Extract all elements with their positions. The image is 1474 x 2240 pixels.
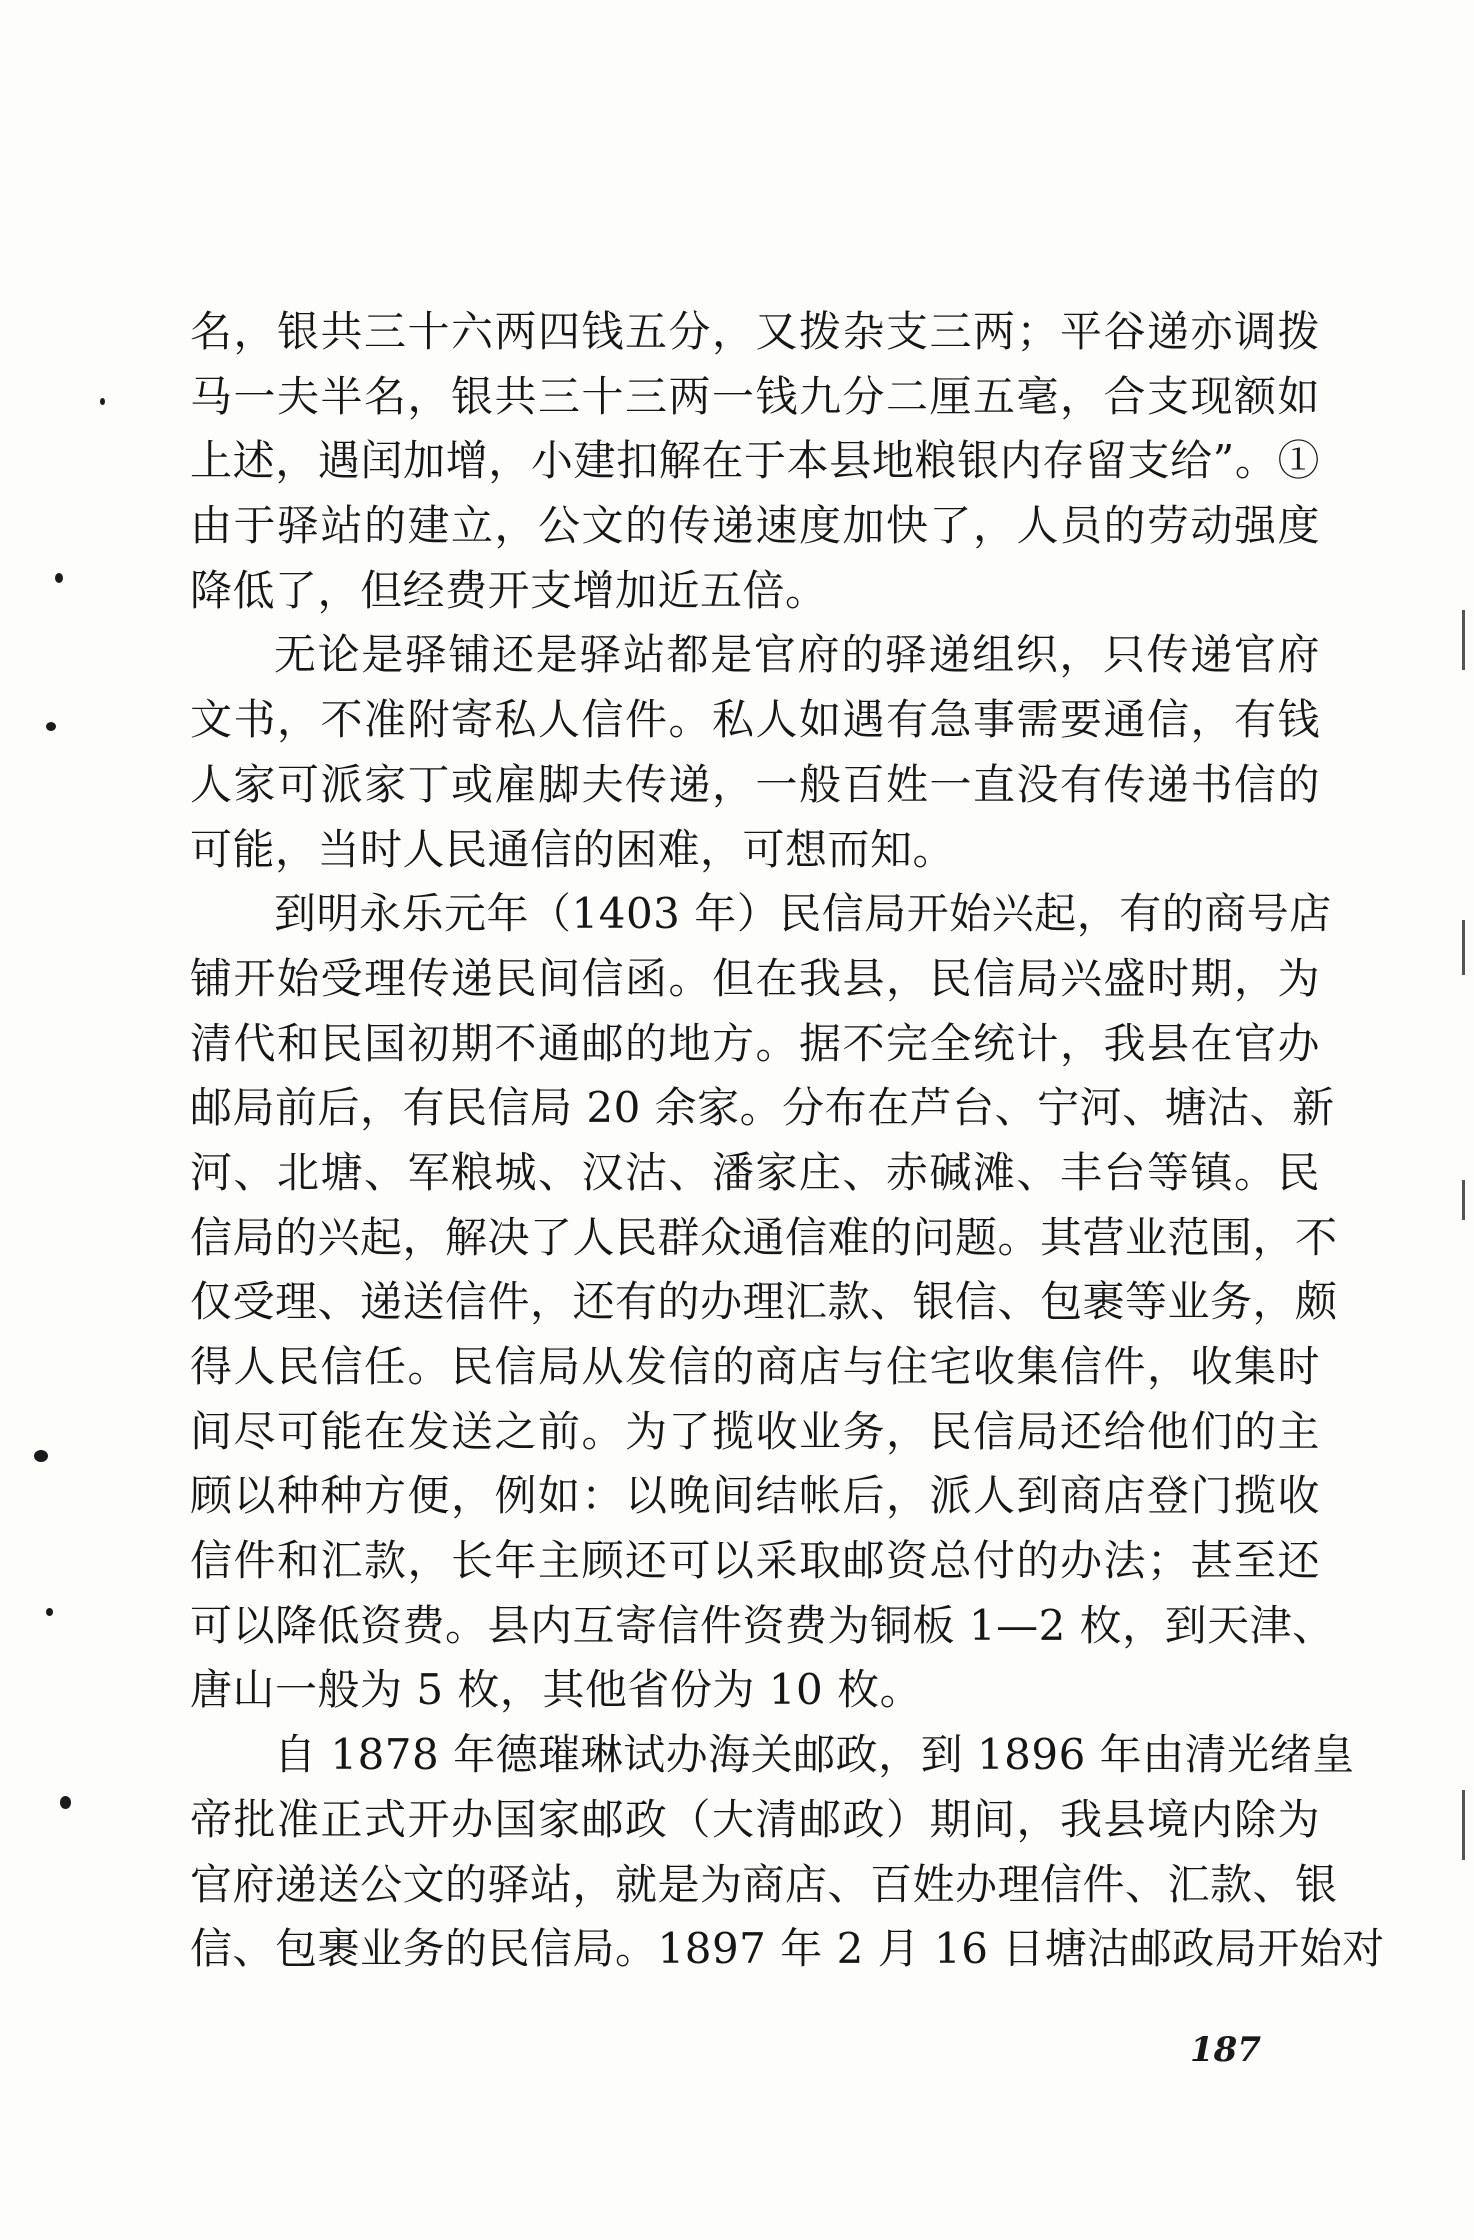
text-line: 仅受理、递送信件，还有的办理汇款、银信、包裹等业务，颇 — [190, 1277, 1338, 1327]
text-line: 唐山一般为 5 枚，其他省份为 10 枚。 — [190, 1665, 923, 1715]
text-line: 铺开始受理传递民间信函。但在我县，民信局兴盛时期，为 — [190, 953, 1320, 1003]
scan-speck — [100, 398, 105, 405]
text-line: 官府递送公文的驿站，就是为商店、百姓办理信件、汇款、银 — [190, 1859, 1338, 1909]
text-line: 人家可派家丁或雇脚夫传递，一般百姓一直没有传递书信的 — [190, 759, 1320, 809]
body-text — [190, 300, 1385, 1982]
scan-speck — [60, 1796, 71, 1809]
text-line: 清代和民国初期不通邮的地方。据不完全统计，我县在官办 — [190, 1018, 1320, 1068]
text-line: 信件和汇款，长年主顾还可以采取邮资总付的办法；甚至还 — [190, 1536, 1320, 1586]
text-line: 可以降低资费。县内互寄信件资费为铜板 1—2 枚，到天津、 — [190, 1600, 1335, 1650]
text-line: 由于驿站的建立，公文的传递速度加快了，人员的劳动强度 — [190, 501, 1320, 551]
scan-edge-mark — [1462, 610, 1465, 670]
scan-edge-mark — [1462, 1180, 1465, 1220]
page-number: 187 — [1190, 2030, 1261, 2070]
text-line: 顾以种种方便，例如：以晚间结帐后，派人到商店登门揽收 — [190, 1471, 1320, 1521]
scan-speck — [46, 722, 56, 731]
text-line: 邮局前后，有民信局 20 余家。分布在芦台、宁河、塘沽、新 — [190, 1083, 1335, 1133]
text-line: 得人民信任。民信局从发信的商店与住宅收集信件，收集时 — [190, 1342, 1320, 1391]
scan-edge-mark — [1462, 1790, 1465, 1860]
text-line: 信局的兴起，解决了人民群众通信难的问题。其营业范围，不 — [190, 1212, 1338, 1262]
scan-speck — [34, 1450, 48, 1462]
text-line: 无论是驿铺还是驿站都是官府的驿递组织，只传递官府 — [274, 630, 1320, 680]
scan-edge-mark — [1462, 920, 1465, 975]
text-line: 降低了，但经费开支增加近五倍。 — [190, 565, 828, 615]
text-line: 名，银共三十六两四钱五分，又拨杂支三两；平谷递亦调拨 — [190, 307, 1320, 356]
text-line: 河、北塘、军粮城、汉沽、潘家庄、赤碱滩、丰台等镇。民 — [190, 1147, 1320, 1197]
scan-speck — [46, 1608, 53, 1616]
text-line: 帝批准正式开办国家邮政（大清邮政）期间，我县境内除为 — [190, 1794, 1320, 1844]
text-line: 间尽可能在发送之前。为了揽收业务，民信局还给他们的主 — [190, 1406, 1320, 1456]
scan-speck — [55, 573, 63, 583]
text-line: 上述，遇闰加增，小建扣解在于本县地粮银内存留支给”。① — [190, 436, 1320, 486]
text-line: 文书，不准附寄私人信件。私人如遇有急事需要通信，有钱 — [190, 695, 1320, 745]
text-line: 到明永乐元年（1403 年）民信局开始兴起，有的商号店 — [274, 889, 1332, 939]
text-line: 自 1878 年德璀琳试办海关邮政，到 1896 年由清光绪皇 — [274, 1730, 1355, 1780]
text-line: 可能，当时人民通信的困难，可想而知。 — [190, 824, 956, 874]
text-line: 信、包裹业务的民信局。1897 年 2 月 16 日塘沽邮政局开始对 — [190, 1924, 1385, 1974]
text-line: 马一夫半名，银共三十三两一钱九分二厘五毫，合支现额如 — [190, 371, 1320, 421]
